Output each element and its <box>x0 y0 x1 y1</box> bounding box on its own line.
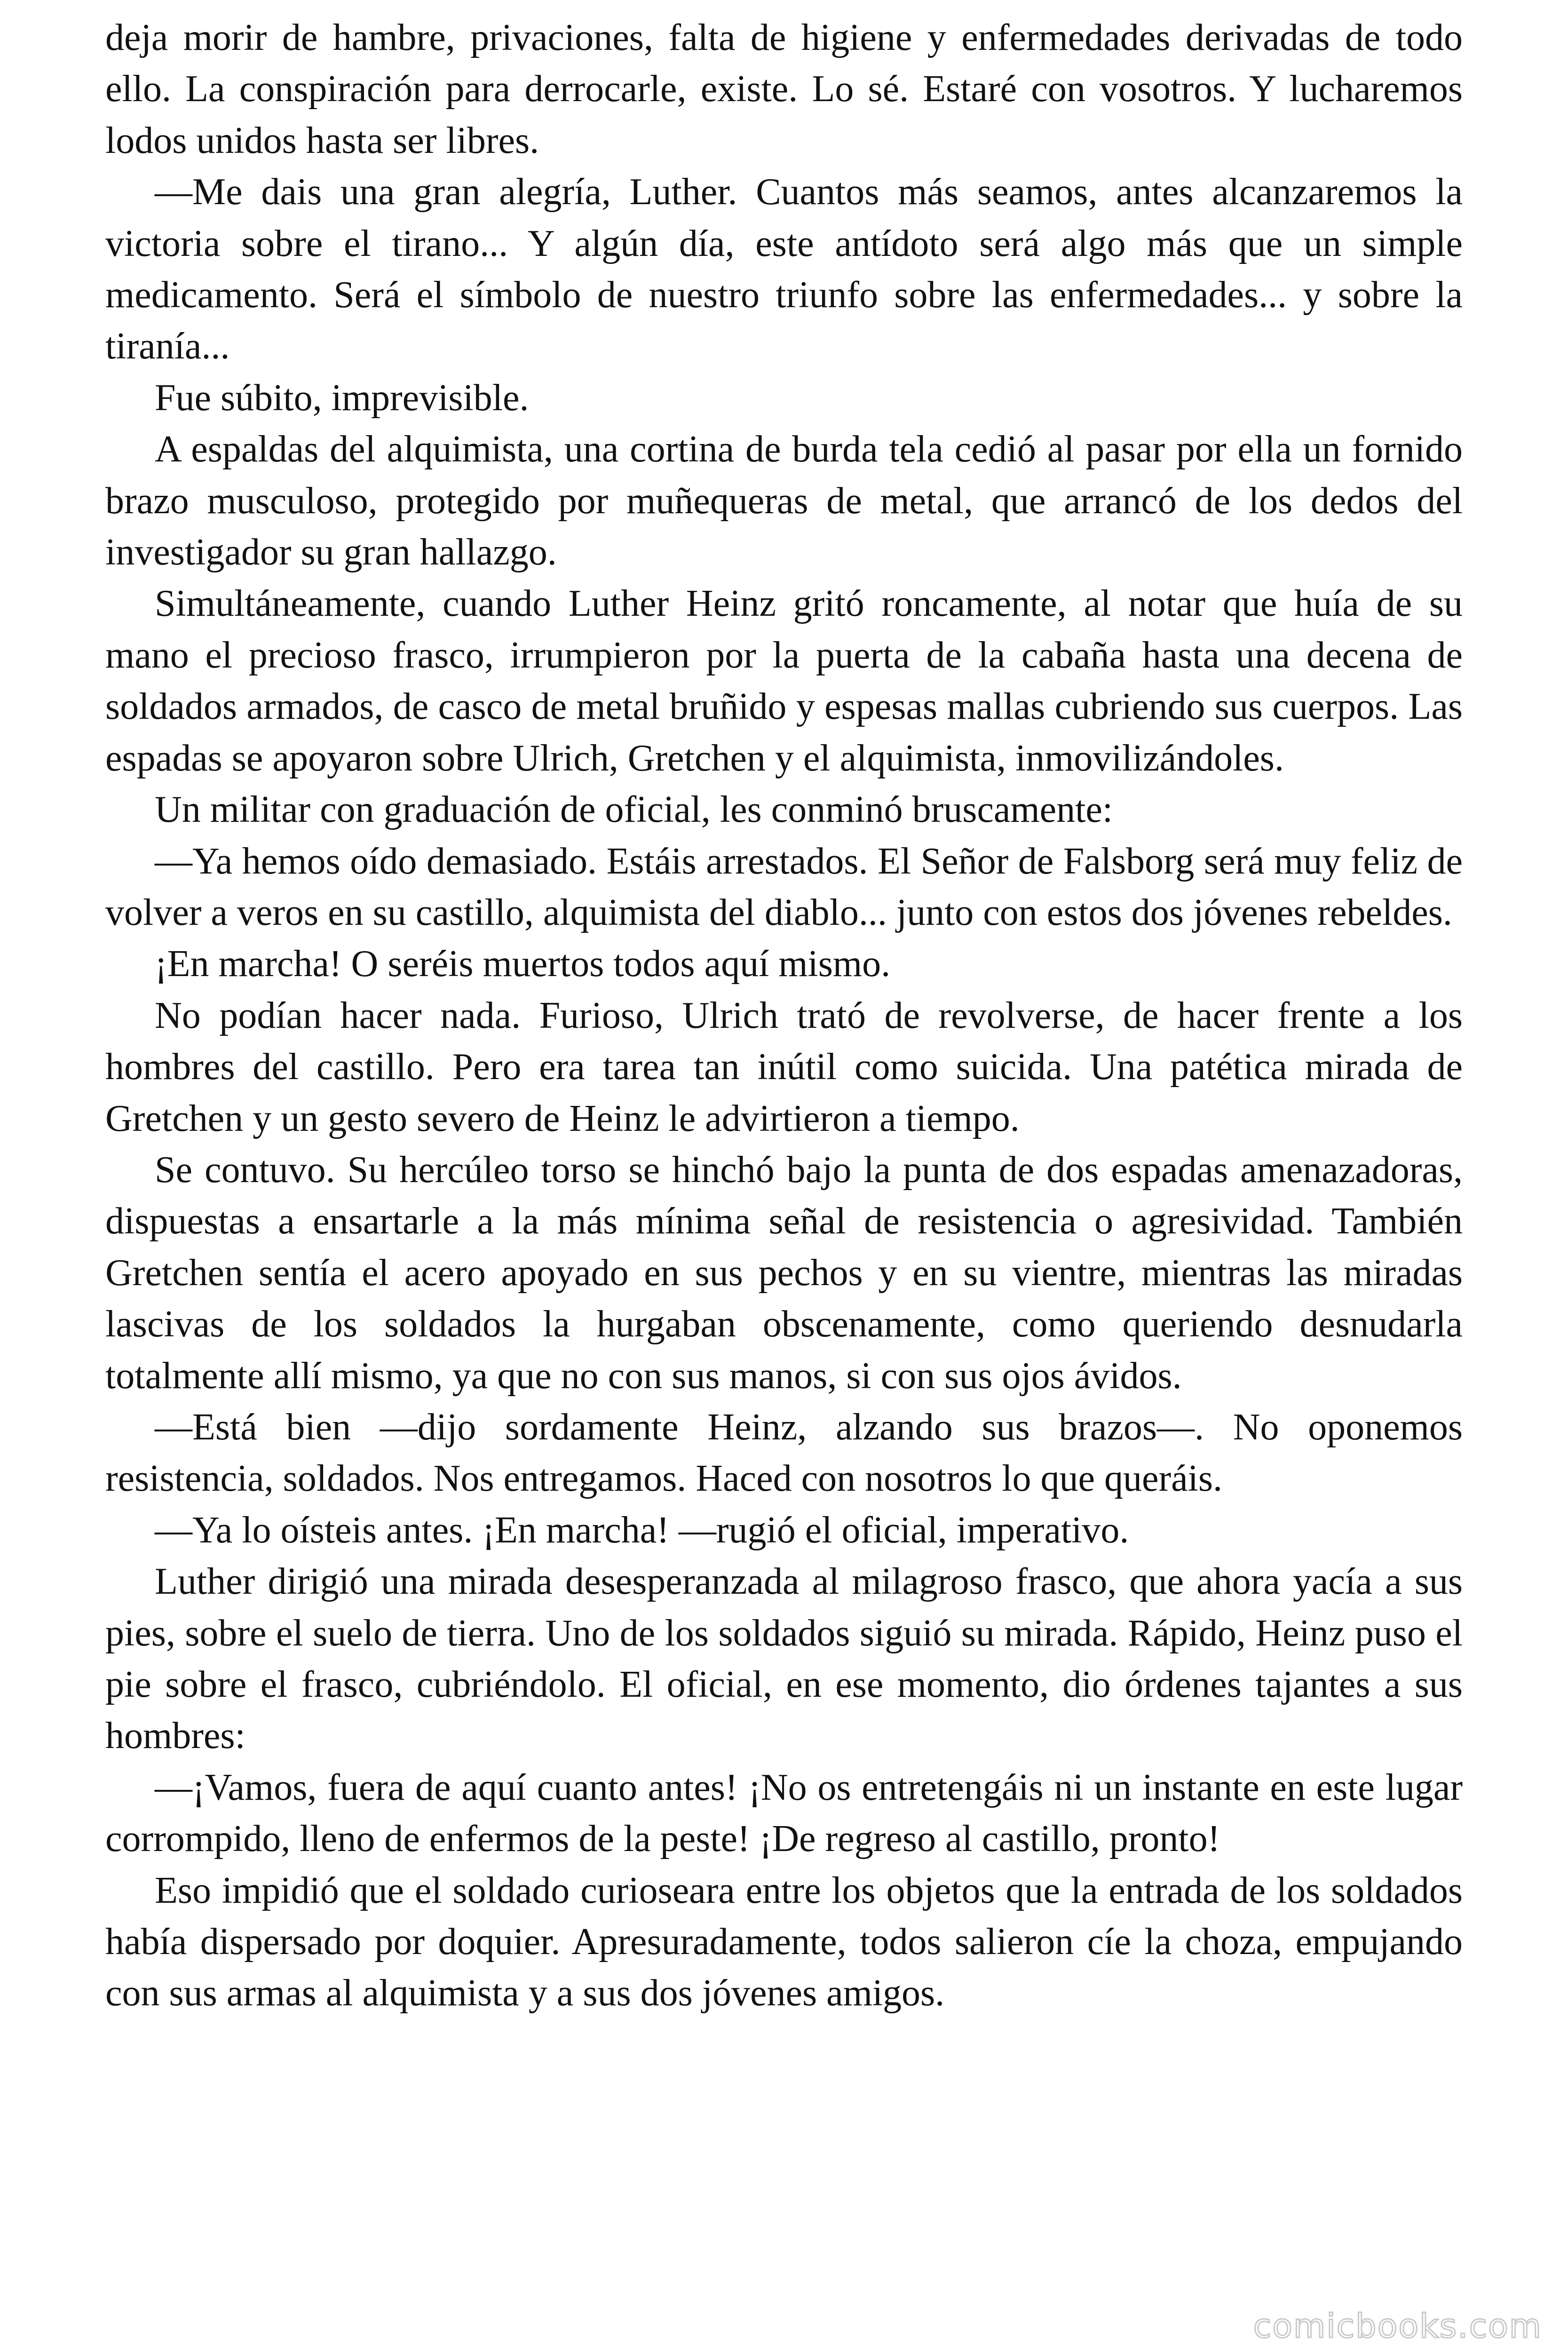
paragraph-14: —¡Vamos, fuera de aquí cuanto antes! ¡No os entretengáis ni un instante en este lugar corrompido, lleno de enfermos de la peste! ¡De regreso al castillo, pronto! <box>105 1766 1463 1860</box>
paragraph-7: —Ya hemos oído demasiado. Estáis arrestados. El Señor de Falsborg será muy feliz de volver a veros en su castillo, alquimista del diablo... junto con estos dos jóvenes rebeldes. <box>105 840 1463 933</box>
paragraph-6: Un militar con graduación de oficial, les conminó bruscamente: <box>155 789 1113 831</box>
paragraph-2: —Me dais una gran alegría, Luther. Cuantos más seamos, antes alcanzaremos la victoria sobre el tirano... Y algún día, este antídoto será algo más que un simple medicamento. Será el símbolo de nuestro triunfo sobre las enfermedades... y sobre la tiranía... <box>105 171 1463 367</box>
paragraph-15: Eso impidió que el soldado curioseara entre los objetos que la entrada de los soldados había dispersado por doquier. Apresuradamente, todos salieron cíe la choza, empujando con sus armas al alquimista y a sus dos jóvenes amigos. <box>105 1869 1463 2014</box>
paragraph-4: A espaldas del alquimista, una cortina de burda tela cedió al pasar por ella un fornido brazo musculoso, protegido por muñequeras de metal, que arrancó de los dedos del investigador su gran hallazgo. <box>105 429 1463 573</box>
paragraph-10: Se contuvo. Su hercúleo torso se hinchó bajo la punta de dos espadas amenazadoras, dispuestas a ensartarle a la más mínima señal de resistencia o agresividad. También Gretchen sentía el acero apoyado en sus pechos y en su vientre, mientras las miradas lascivas de los soldados la hurgaban obscenamente, como queriendo desnudarla totalmente allí mismo, ya que no con sus manos, si con sus ojos ávidos. <box>105 1149 1463 1397</box>
paragraph-13: Luther dirigió una mirada desesperanzada al milagroso frasco, que ahora yacía a sus pies, sobre el suelo de tierra. Uno de los soldados siguió su mirada. Rápido, Heinz puso el pie sobre el frasco, cubriéndolo. El oficial, en ese momento, dio órdenes tajantes a sus hombres: <box>105 1561 1463 1757</box>
paragraph-1: deja morir de hambre, privaciones, falta de higiene y enfermedades derivadas de todo ello. La conspiración para derrocarle, existe. Lo sé. Estaré con vosotros. Y lucharemos lodos unidos hasta ser libres. <box>105 17 1463 161</box>
paragraph-12: —Ya lo oísteis antes. ¡En marcha! —rugió el oficial, imperativo. <box>155 1509 1129 1551</box>
paragraph-11: —Está bien —dijo sordamente Heinz, alzando sus brazos—. No oponemos resistencia, soldados. Nos entregamos. Haced con nosotros lo que queráis. <box>105 1406 1463 1500</box>
paragraph-3: Fue súbito, imprevisible. <box>155 377 529 419</box>
paragraph-5: Simultáneamente, cuando Luther Heinz gritó roncamente, al notar que huía de su mano el precioso frasco, irrumpieron por la puerta de la cabaña hasta una decena de soldados armados, de casco de metal bruñido y espesas mallas cubriendo sus cuerpos. Las espadas se apoyaron sobre Ulrich, Gretchen y el alquimista, inmovilizándoles. <box>105 583 1463 779</box>
watermark: comicbooks.com <box>1253 2307 1542 2345</box>
paragraph-9: No podían hacer nada. Furioso, Ulrich trató de revolverse, de hacer frente a los hombres del castillo. Pero era tarea tan inútil como suicida. Una patética mirada de Gretchen y un gesto severo de Heinz le advirtieron a tiempo. <box>105 994 1463 1139</box>
document-body <box>105 12 1463 2019</box>
paragraph-8: ¡En marcha! O seréis muertos todos aquí mismo. <box>155 943 891 985</box>
